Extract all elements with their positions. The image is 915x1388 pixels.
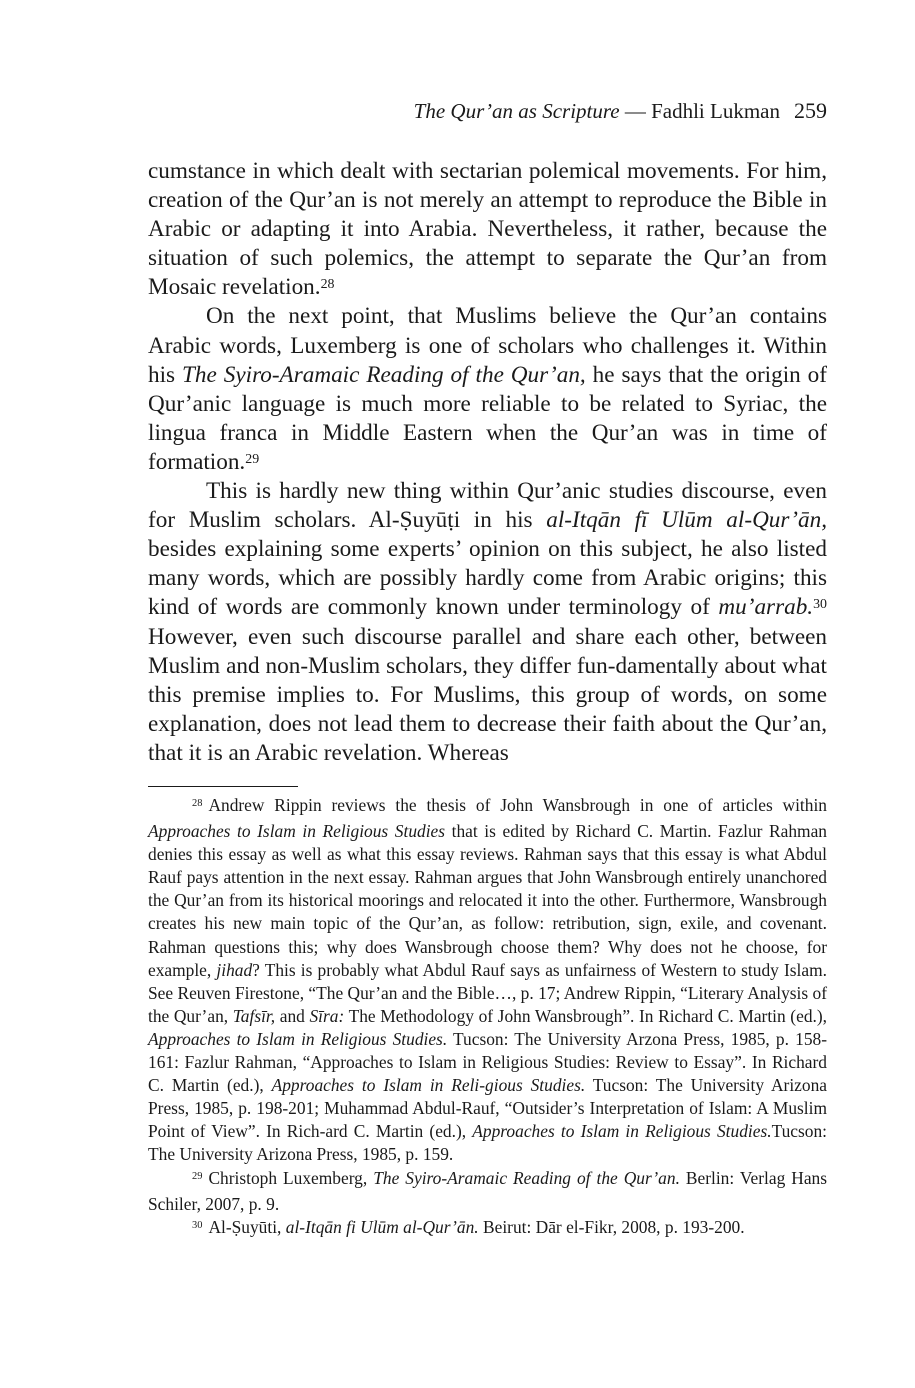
book-title: Approaches to Islam in Religious Studies. bbox=[148, 1028, 448, 1049]
footnote-text: ? This is probably what Abdul Rauf says as unfairness of Western to study Islam. See Reuven Firestone, “The Qur’an and the Bible…, p. 17; Andrew Rippin, “Literary Analysis of the Qur’an, bbox=[148, 959, 827, 1026]
footnote-ref-29[interactable]: 29 bbox=[245, 451, 260, 467]
footnote-text: Tucson: The University Arizona Press, 1985, p. 198-201; Muhammad Abdul-Rauf, “Outsider’s Interpretation of Islam: A Muslim Point of View”. In Rich-ard C. Martin (ed.), bbox=[148, 1075, 828, 1142]
footnote-number: 30 bbox=[192, 1220, 203, 1231]
paragraph-text: besides explaining some experts’ opinion on this subject, he also listed many words, which are possibly hardly come from Arabic origins; this kind of words are commonly known under terminology of bbox=[148, 536, 827, 621]
term: Sīra: bbox=[309, 1005, 345, 1026]
running-head-separator: — bbox=[619, 99, 652, 123]
paragraph-text: he says that the origin of Qur’anic language is much more reliable to be related to Syriac, the lingua franca in Middle Eastern when the Qur’an was in time of formation. bbox=[148, 361, 828, 475]
footnote-text: and bbox=[275, 1005, 310, 1026]
running-head-author: Fadhli Lukman bbox=[651, 99, 780, 123]
term: Tafsīr, bbox=[232, 1005, 276, 1026]
paragraph-text: However, even such discourse parallel and share each other, between Muslim and non-Muslim scholars, they differ fun-damentally about what this premise implies to. For Muslims, this group of words, on some explanation, does not lead them to decrease their faith about the Qur’an, that it is an Arabic revelation. Whereas bbox=[148, 623, 827, 766]
footnote-30 bbox=[148, 1216, 827, 1242]
term: jihad bbox=[216, 959, 253, 980]
footnote-28 bbox=[148, 794, 827, 1167]
book-title: The Syiro-Aramaic Reading of the Qur’an, bbox=[182, 361, 586, 388]
page-number: 259 bbox=[794, 98, 827, 123]
footnote-text: Christoph Luxemberg, bbox=[208, 1167, 374, 1188]
book-title: Approaches to Islam in Reli-gious Studies. bbox=[271, 1075, 586, 1096]
book-title: The Syiro-Aramaic Reading of the Qur’an. bbox=[373, 1167, 680, 1188]
footnote-separator bbox=[148, 786, 298, 787]
footnote-text: Tucson: The University Arzona Press, 1985, p. 158-161: Fazlur Rahman, “Approaches to Islam in Religious Studies: Review to Essay”. In Richard C. Martin (ed.), bbox=[148, 1028, 828, 1096]
body-text bbox=[148, 157, 827, 768]
paragraph-text: cumstance in which dealt with sectarian polemical movements. For him, creation of the Qur’an is not merely an attempt to reproduce the Bible in Arabic or adapting it into Arabia. Nevertheless, it rather, because the situation of such polemics, the attempt to separate the Qur’an from Mosaic revelation. bbox=[148, 158, 827, 301]
paragraph-text: This is hardly new thing within Qur’anic studies discourse, even for Muslim scholars. Al-Ṣuyūṭi in his bbox=[148, 478, 827, 534]
running-head-title: The Qur’an as Scripture bbox=[413, 99, 620, 123]
footnote-text: that is edited by Richard C. Martin. Fazlur Rahman denies this essay as well as what this essay reviews. Rahman says that this essay is what Abdul Rauf pays attention in the next essay. Rahman argues that John Wansbrough entirely unanchored the Qur’an from its historical moorings and relocated it into the other. Furthermore, Wansbrough creates his new main topic of the Qur’an, as follow: retribution, sign, exile, and covenant. Rahman questions this; why does Wansbrough choose them? Why does not he choose, for example, bbox=[148, 821, 827, 980]
book-title: al-Itqān fī Ulūm al-Qur’ān, bbox=[546, 507, 827, 534]
footnote-text: Beirut: Dār el-Fikr, 2008, p. 193-200. bbox=[478, 1216, 745, 1237]
footnote-text: Al-Ṣuyūti, bbox=[208, 1216, 286, 1237]
footnote-text: Berlin: Verlag Hans Schiler, 2007, p. 9. bbox=[148, 1167, 827, 1214]
footnote-text: The Methodology of John Wansbrough”. In Richard C. Martin (ed.), bbox=[344, 1005, 827, 1026]
book-title: al-Itqān fi Ulūm al-Qur’ān. bbox=[285, 1216, 479, 1237]
paragraph-2 bbox=[148, 302, 827, 477]
footnote-text: Tucson: The University Arizona Press, 1985, p. 159. bbox=[148, 1121, 827, 1165]
footnotes bbox=[148, 794, 827, 1242]
paragraph-text: On the next point, that Muslims believe the Qur’an contains Arabic words, Luxemberg is one of scholars who challenges it. Within his bbox=[148, 303, 827, 388]
footnote-ref-28[interactable]: 28 bbox=[320, 277, 335, 293]
paragraph-1 bbox=[148, 157, 827, 302]
paragraph-3 bbox=[148, 477, 827, 768]
footnote-ref-30[interactable]: 30 bbox=[813, 597, 827, 613]
footnote-number: 29 bbox=[192, 1170, 203, 1182]
footnote-29 bbox=[148, 1167, 827, 1216]
running-head bbox=[414, 98, 827, 124]
footnote-text: Andrew Rippin reviews the thesis of John Wansbrough in one of articles within bbox=[208, 795, 827, 815]
term: mu’arrab. bbox=[718, 594, 814, 621]
book-title: Approaches to Islam in Religious Studies bbox=[148, 821, 446, 842]
footnote-number: 28 bbox=[192, 798, 203, 810]
book-title: Approaches to Islam in Religious Studies. bbox=[472, 1121, 772, 1142]
